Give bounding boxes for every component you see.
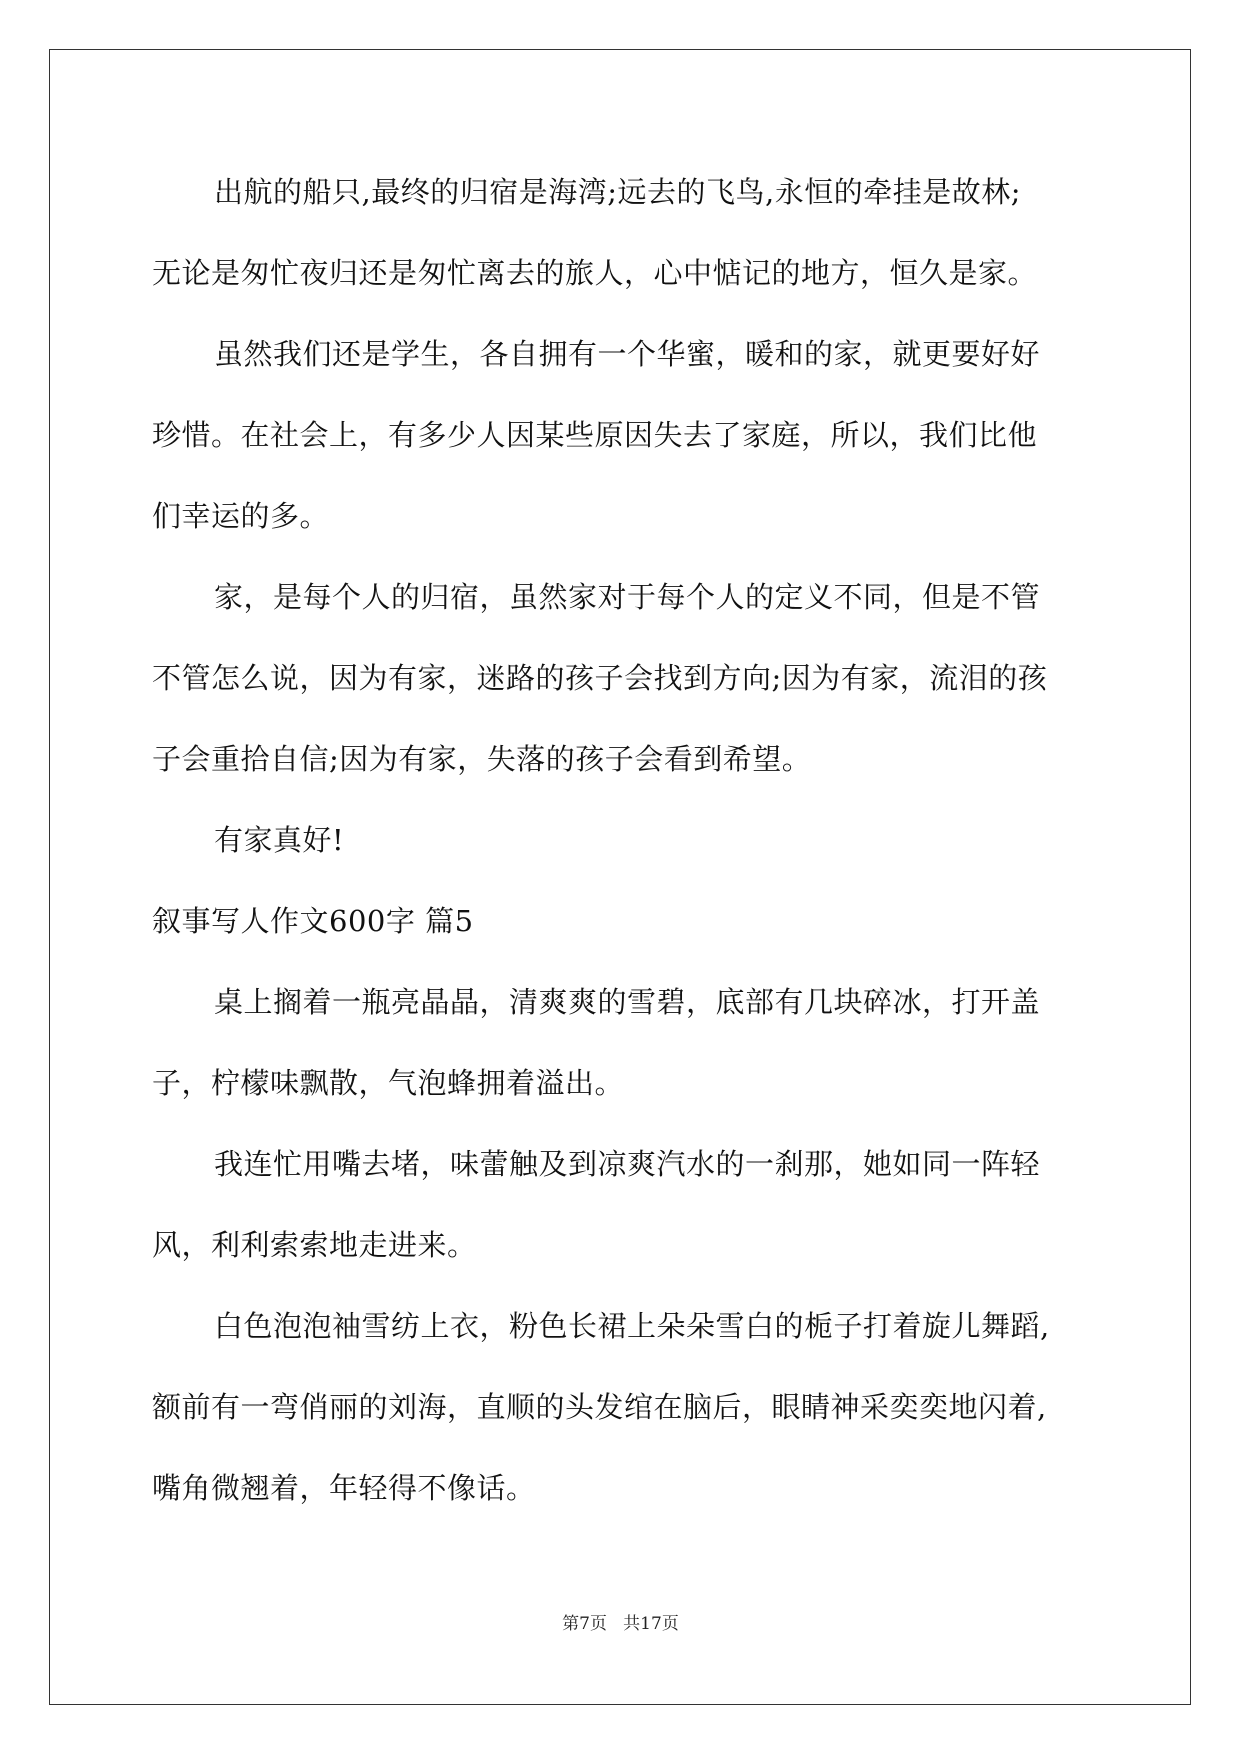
paragraph-4-line-1: 有家真好! bbox=[214, 823, 345, 857]
paragraph-3-line-3: 子会重拾自信;因为有家，失落的孩子会看到希望。 bbox=[152, 742, 812, 776]
paragraph-1-line-2: 无论是匆忙夜归还是匆忙离去的旅人，心中惦记的地方，恒久是家。 bbox=[152, 256, 1038, 290]
paragraph-5-line-1: 桌上搁着一瓶亮晶晶，清爽爽的雪碧，底部有几块碎冰，打开盖 bbox=[214, 985, 1041, 1019]
paragraph-3-line-1: 家，是每个人的归宿，虽然家对于每个人的定义不同，但是不管 bbox=[214, 580, 1041, 614]
page-footer bbox=[0, 1613, 1241, 1635]
paragraph-2-line-1: 虽然我们还是学生，各自拥有一个华蜜，暖和的家，就更要好好 bbox=[214, 337, 1041, 371]
paragraph-7-line-2: 额前有一弯俏丽的刘海，直顺的头发绾在脑后，眼睛神采奕奕地闪着, bbox=[152, 1390, 1047, 1424]
page-border bbox=[49, 49, 1191, 1705]
section-heading: 叙事写人作文600字 篇5 bbox=[152, 904, 474, 938]
paragraph-7-line-1: 白色泡泡袖雪纺上衣，粉色长裙上朵朵雪白的栀子打着旋儿舞蹈, bbox=[214, 1309, 1050, 1343]
paragraph-5-line-2: 子，柠檬味飘散，气泡蜂拥着溢出。 bbox=[152, 1066, 625, 1100]
paragraph-2-line-3: 们幸运的多。 bbox=[152, 499, 330, 533]
paragraph-7-line-3: 嘴角微翘着，年轻得不像话。 bbox=[152, 1471, 536, 1505]
paragraph-1-line-1: 出航的船只,最终的归宿是海湾;远去的飞鸟,永恒的牵挂是故林; bbox=[214, 175, 1021, 209]
paragraph-3-line-2: 不管怎么说，因为有家，迷路的孩子会找到方向;因为有家，流泪的孩 bbox=[152, 661, 1048, 695]
paragraph-2-line-2: 珍惜。在社会上，有多少人因某些原因失去了家庭，所以，我们比他 bbox=[152, 418, 1038, 452]
paragraph-6-line-1: 我连忙用嘴去堵，味蕾触及到凉爽汽水的一刹那，她如同一阵轻 bbox=[214, 1147, 1041, 1181]
paragraph-6-line-2: 风，利利索索地走进来。 bbox=[152, 1228, 477, 1262]
page-number: 第7页 共17页 bbox=[562, 1614, 679, 1634]
